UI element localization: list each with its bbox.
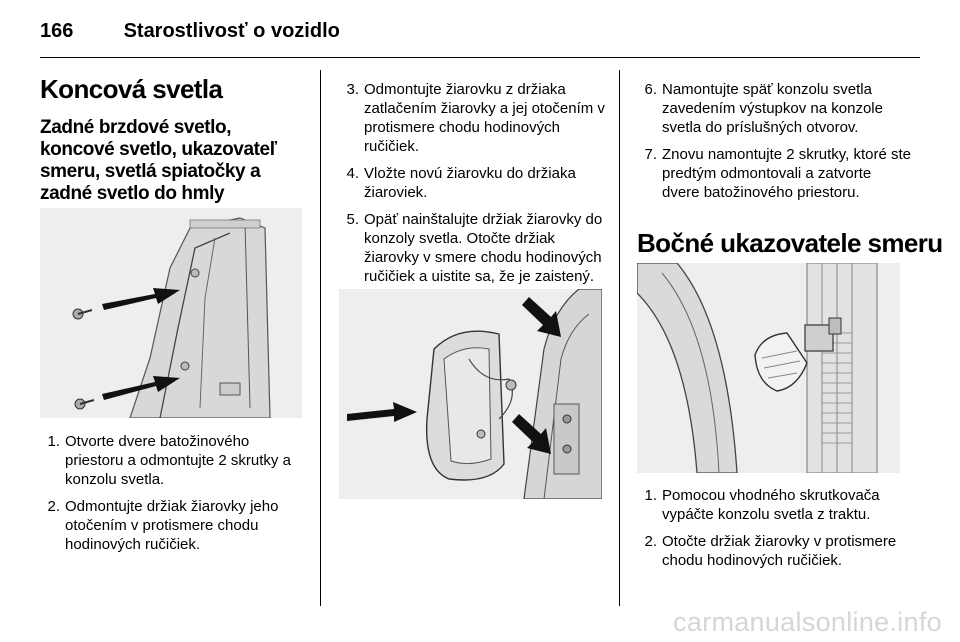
- list-item: 4. Vložte novú žiarovku do držiaka žiaroviek.: [346, 165, 576, 201]
- list-item: 1. Otvorte dvere batožinového priestoru a odmontujte 2 skrutky a konzolu svetla.: [47, 433, 291, 488]
- steps-list-col3-top: [637, 80, 912, 210]
- heading-side-indicators: Bočné ukazovatele smeru: [637, 228, 943, 258]
- steps-list-col1: [40, 432, 310, 562]
- header-rule: [40, 57, 920, 58]
- page-header: [40, 20, 340, 43]
- column-divider-2: [619, 70, 620, 606]
- list-item: 3. Odmontujte žiarovku z držiaka zatlačením žiarovky a jej otočením v protismere chodu hodinových ručičiek.: [346, 81, 605, 155]
- list-item: 2. Odmontujte držiak žiarovky jeho otočením v protismere chodu hodinových ručičiek.: [47, 498, 279, 553]
- list-item: 5. Opäť nainštalujte držiak žiarovky do konzoly svetla. Otočte držiak žiarovky v smere chodu hodinových ručičiek a uistite sa, že je zaistený.: [346, 211, 603, 285]
- column-divider-1: [320, 70, 321, 606]
- list-item: 1. Pomocou vhodného skrutkovača vypáčte konzolu svetla z traktu.: [644, 487, 880, 523]
- heading-tail-lights: Koncová svetla: [40, 74, 223, 104]
- subheading-rear-lights: Zadné brzdové svetlo, koncové svetlo, ukazovateľ smeru, svetlá spiatočky a zadné svetlo do hmly: [40, 117, 277, 204]
- watermark: carmanualsonline.info: [673, 607, 942, 637]
- list-item: 2. Otočte držiak žiarovky v protismere chodu hodinových ručičiek.: [644, 533, 897, 569]
- steps-list-col3-bottom: [637, 486, 912, 578]
- list-item: 6. Namontujte späť konzolu svetla zavedením výstupkov na konzole svetla do príslušných otvorov.: [644, 81, 883, 136]
- steps-list-col2: [339, 80, 609, 294]
- figure-side-indicator: [637, 263, 900, 473]
- figure-rear-light-housing: [40, 208, 302, 418]
- figure-bulb-holder: [339, 289, 602, 499]
- page-number: 166: [40, 20, 74, 42]
- list-item: 7. Znovu namontujte 2 skrutky, ktoré ste predtým odmontovali a zatvorte dvere batožinového priestoru.: [644, 146, 912, 201]
- section-title: Starostlivosť o vozidlo: [123, 20, 340, 42]
